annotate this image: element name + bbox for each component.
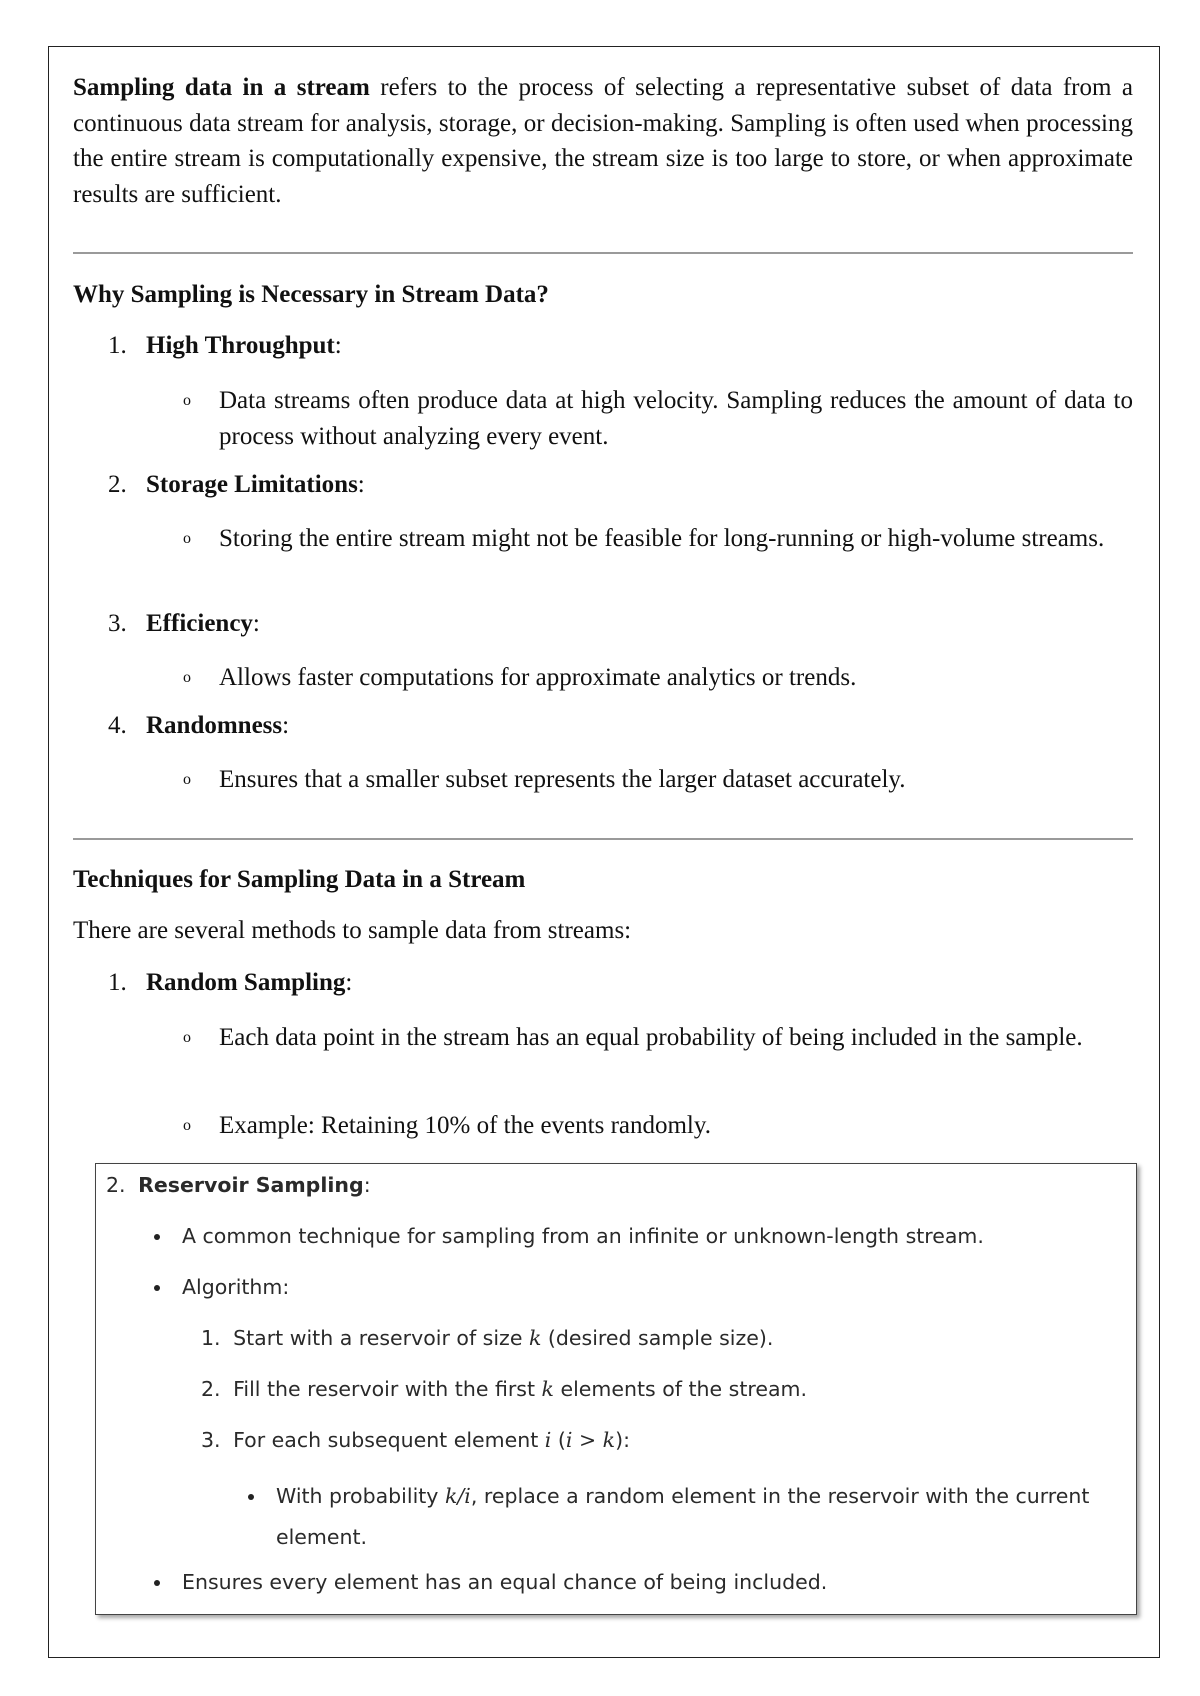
- item-colon: :: [357, 471, 365, 498]
- item-number: 2.: [108, 471, 127, 498]
- step-text: elements of the stream.: [553, 1377, 808, 1401]
- step-text: For each subsequent element: [233, 1428, 545, 1452]
- detail-text: Example: Retaining 10% of the events randomly.: [219, 1112, 712, 1139]
- step-text: (: [551, 1428, 566, 1452]
- item-colon: :: [252, 610, 260, 637]
- bullet-text: With probability: [276, 1484, 445, 1508]
- step-number: 3.: [201, 1428, 221, 1452]
- techniques-intro: There are several methods to sample data from streams:: [73, 917, 632, 944]
- algorithm-step-2: [201, 1377, 807, 1401]
- reservoir-bullet-2: [154, 1275, 289, 1299]
- why-item-3-detail: [183, 660, 1133, 696]
- step-number: 1.: [201, 1326, 221, 1350]
- why-item-2-detail: [183, 521, 1133, 557]
- item-colon: :: [334, 332, 342, 359]
- why-item-1: [108, 332, 342, 360]
- bullet-dot-icon: [154, 1580, 160, 1586]
- item-number: 1.: [108, 969, 127, 996]
- item-title: Random Sampling: [146, 969, 346, 996]
- detail-text: Each data point in the stream has an equal probability of being included in the sample.: [219, 1024, 1083, 1051]
- item-number: 3.: [108, 610, 127, 637]
- circle-bullet-icon: o: [183, 1117, 191, 1134]
- step-text: Start with a reservoir of size: [233, 1326, 529, 1350]
- circle-bullet-icon: o: [183, 669, 191, 686]
- detail-text: Allows faster computations for approximate analytics or trends.: [219, 664, 857, 691]
- item-number: 4.: [108, 712, 127, 739]
- item-number: 1.: [108, 332, 127, 359]
- step-text: (desired sample size).: [541, 1326, 774, 1350]
- step-number: 2.: [201, 1377, 221, 1401]
- math-variable: k: [528, 1326, 542, 1350]
- bullet-text: A common technique for sampling from an infinite or unknown-length stream.: [182, 1224, 984, 1248]
- algorithm-step-3: [201, 1428, 630, 1452]
- inner-bullet-line-1: [248, 1484, 1089, 1508]
- bullet-text: Ensures every element has an equal chance of being included.: [182, 1570, 828, 1594]
- item-number: 2.: [106, 1173, 126, 1197]
- item-title: Storage Limitations: [146, 471, 358, 498]
- item-title: Randomness: [146, 712, 283, 739]
- bullet-dot-icon: [154, 1234, 160, 1240]
- intro-bold-term: Sampling data in a stream: [73, 74, 370, 101]
- circle-bullet-icon: o: [183, 1029, 191, 1046]
- item-title: Reservoir Sampling: [138, 1173, 364, 1197]
- intro-text: refers to the process of selecting a representative subset of data from a continuous data stream for analysis, storage, or decision-making. Sampling is often used when processing the entire stream is computationally expensive, the stream size is too large to store, or when approximate results are sufficient.: [73, 74, 1133, 208]
- circle-bullet-icon: o: [183, 530, 191, 547]
- why-item-1-detail: [183, 383, 1133, 454]
- reservoir-sampling-screenshot: [95, 1163, 1137, 1615]
- math-variable: k: [541, 1377, 554, 1401]
- random-sampling-detail-2: [183, 1108, 1133, 1144]
- math-variable: i: [544, 1428, 552, 1452]
- random-sampling-item: [108, 969, 352, 997]
- why-item-4-detail: [183, 762, 1133, 798]
- bullet-text: Algorithm:: [182, 1275, 290, 1299]
- item-colon: :: [363, 1173, 371, 1197]
- reservoir-bullet-1: [154, 1224, 984, 1248]
- detail-text: Storing the entire stream might not be feasible for long-running or high-volume streams.: [219, 525, 1105, 552]
- why-heading: Why Sampling is Necessary in Stream Data?: [73, 281, 549, 308]
- intro-paragraph: [73, 70, 1133, 212]
- math-expression: i > k: [565, 1428, 616, 1452]
- algorithm-step-1: [201, 1326, 773, 1350]
- reservoir-heading: [106, 1173, 371, 1197]
- why-item-4: [108, 712, 289, 740]
- why-item-2: [108, 471, 365, 499]
- bullet-text: , replace a random element in the reservoir with the current: [470, 1484, 1090, 1508]
- bullet-dot-icon: [154, 1285, 160, 1291]
- step-text: ):: [615, 1428, 630, 1452]
- item-colon: :: [345, 969, 353, 996]
- step-text: Fill the reservoir with the first: [233, 1377, 542, 1401]
- item-title: Efficiency: [146, 610, 253, 637]
- item-title: High Throughput: [146, 332, 335, 359]
- detail-text: Data streams often produce data at high velocity. Sampling reduces the amount of data to process without analyzing every event.: [219, 387, 1133, 450]
- techniques-heading: Techniques for Sampling Data in a Stream: [73, 866, 526, 893]
- why-item-3: [108, 610, 260, 638]
- detail-text: Ensures that a smaller subset represents the larger dataset accurately.: [219, 766, 906, 793]
- divider-1: [73, 252, 1133, 254]
- circle-bullet-icon: o: [183, 392, 191, 409]
- reservoir-bullet-3: [154, 1570, 827, 1594]
- random-sampling-detail-1: [183, 1020, 1133, 1056]
- bullet-dot-icon: [248, 1494, 254, 1500]
- divider-2: [73, 838, 1133, 840]
- inner-bullet-line-2: element.: [276, 1525, 368, 1549]
- circle-bullet-icon: o: [183, 771, 191, 788]
- item-colon: :: [282, 712, 290, 739]
- math-expression: k/i: [444, 1484, 471, 1508]
